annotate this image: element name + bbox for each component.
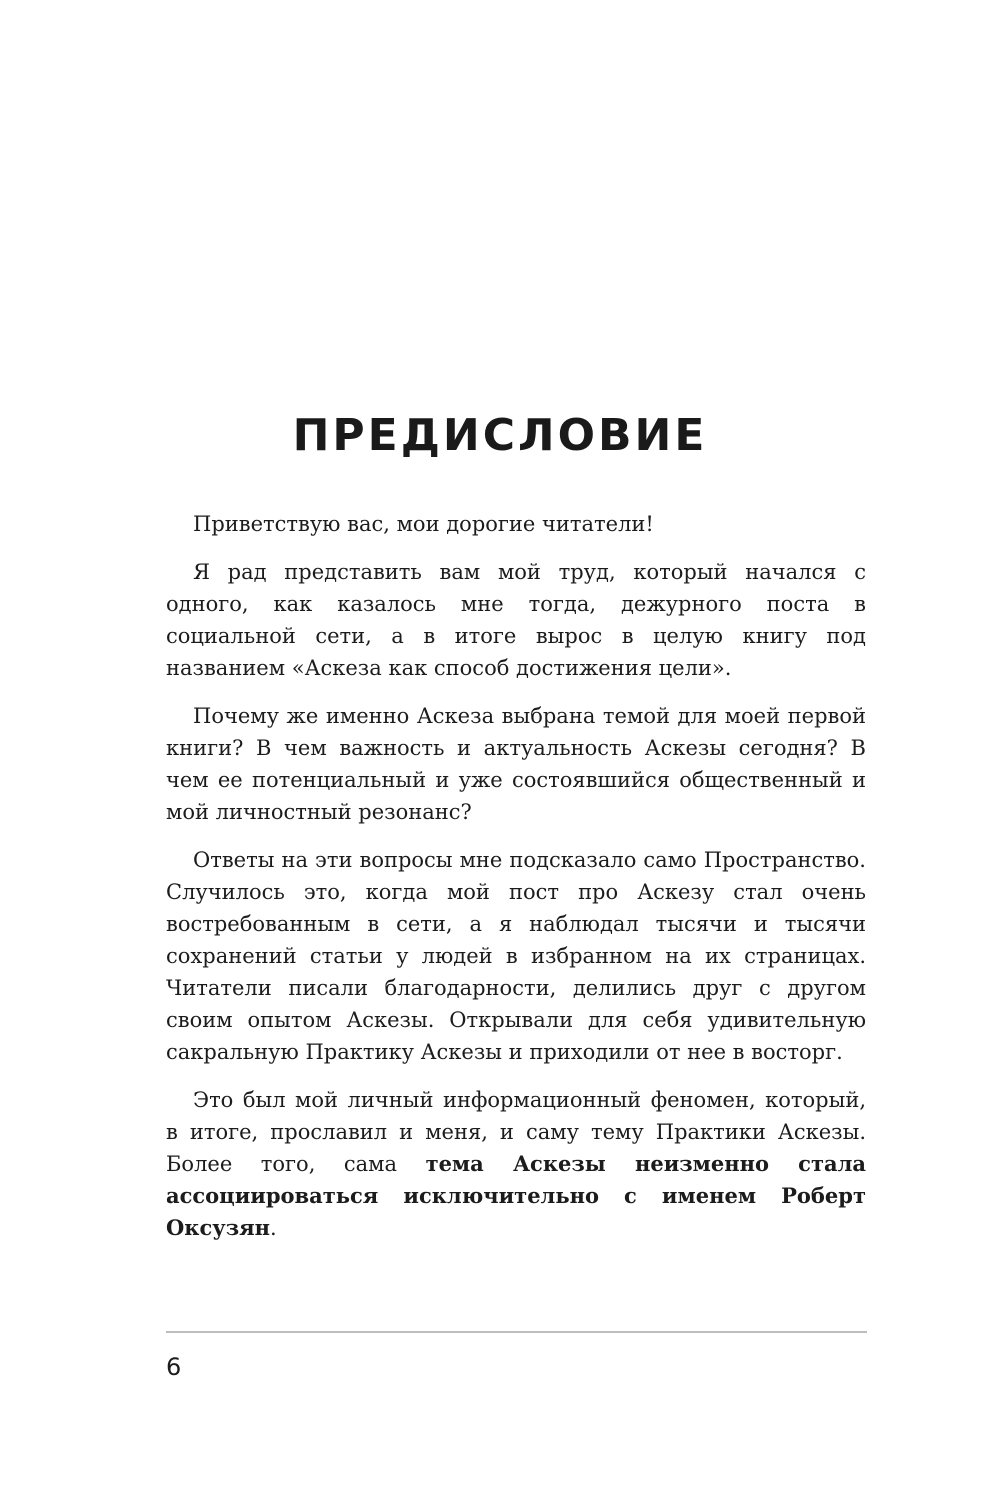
paragraph-questions: Почему же именно Аскеза выбрана темой для моей первой книги? В чем важность и актуальность Аскезы сегодня? В чем ее потенциальный и уже состоявшийся общественный и мой личностный резонанс? [166,704,866,824]
paragraph-introduction: Я рад представить вам мой труд, который начался с одного, как казалось мне тогда, дежурного поста в социальной сети, а в итоге вырос в целую книгу под названием «Аскеза как способ достижения цели». [166,560,866,680]
paragraph-answers: Ответы на эти вопросы мне подсказало само Пространство. Случилось это, когда мой пост про Аскезу стал очень востребованным в сети, а я наблюдал тысячи и тысячи сохранений статьи у людей в избранном на их страницах. Читатели писали благодарности, делились друг с другом своим опытом Аскезы. Открывали для себя удивительную сакральную Практику Аскезы и приходили от нее в восторг. [166,848,866,1064]
body-text [166,508,866,1260]
paragraph-phenomenon-emphasis: тема Аскезы неизменно стала ассоциироваться исключительно с именем Роберт Оксузян [166,1151,867,1240]
chapter-title: ПРЕДИСЛОВИЕ [292,410,708,461]
paragraph-phenomenon [166,1084,866,1244]
paragraph-phenomenon-start: Это был мой личный информационный феномен, который, в итоге, прославил и меня, и саму тему Практики Аскезы. Более того, сама [166,1088,866,1176]
page-number: 6 [166,1353,182,1381]
paragraph-phenomenon-end: . [269,1216,277,1240]
footer-divider [166,1331,867,1333]
paragraph-greeting: Приветствую вас, мои дорогие читатели! [193,512,654,536]
